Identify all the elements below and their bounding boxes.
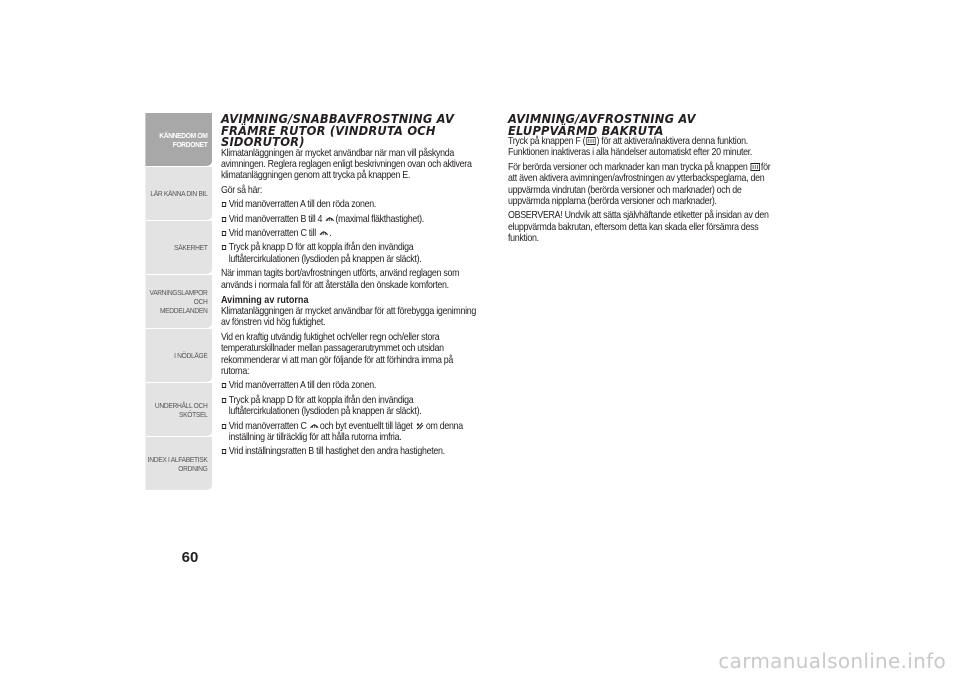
list-item: Vrid manöverratten A till den röda zonen. [221,380,482,391]
right-column [508,113,780,248]
fan-icon [325,215,334,223]
tab-index[interactable]: INDEX I ALFABETISK ORDNING [145,437,212,491]
right-body [508,136,779,245]
step-list [221,199,482,265]
windshield-defrost-icon [319,229,328,237]
left-body [221,148,482,458]
list-item: Vrid manöverratten B till 4 (maximal fläkthastighet). [221,214,482,225]
list-item: Vrid manöverratten C och byt eventuellt till läget om denna inställning är tillräcklig för att hålla rutorna imfria. [221,421,482,444]
list-item: Vrid inställningsratten B till hastighet den andra hastigheten. [221,446,482,457]
section-heading-rear-defrost: AVIMNING/AVFROSTNING AV ELUPPVÄRMD BAKRUTA [508,111,696,138]
tab-sakerhet[interactable]: SÄKERHET [145,221,212,275]
tab-kannedom-om-fordonet[interactable]: KÄNNEDOM OM FORDONET [145,113,212,167]
paragraph: För berörda versioner och marknader kan man trycka på knappen för att även aktivera avimningen/avfrostningen av ytterbackspeglarna, den uppvärmda vindrutan (berörda versioner och marknader) och de uppvärmda nipplarna (berörda versioner och marknader). [508,161,771,208]
tab-underhall-och-skotsel[interactable]: UNDERHÅLL OCH SKÖTSEL [145,383,212,437]
paragraph: När imman tagits bort/avfrostningen utförts, använd reglagen som används i normala fall för att återställa den önskade komforten. [221,268,460,291]
windshield-defrost-icon [310,422,319,430]
paragraph: Tryck på knappen F ( ) för att aktivera/inaktivera denna funktion. Funktionen inaktiveras i alla händelser automatiskt efter 20 minuter. [508,136,753,159]
page-number: 60 [181,549,199,566]
list-item: Tryck på knapp D för att koppla ifrån den invändiga luftåtercirkulationen (lysdioden på knappen är släckt). [221,242,482,265]
paragraph: OBSERVERA! Undvik att sätta självhäftande etiketter på insidan av den eluppvärmda bakrutan, eftersom detta kan skada eller försämra dess funktion. [508,210,769,245]
tab-i-nodlage[interactable]: I NÖDLÄGE [145,329,212,383]
paragraph: Klimatanläggningen är mycket användbar för att förebygga igenimning av fönstren vid hög fuktighet. [221,305,477,329]
list-item: Vrid manöverratten C till . [221,228,482,239]
paragraph: Klimatanläggningen är mycket användbar när man vill påskynda avimningen. Reglera reglagen enligt beskrivningen ovan och aktivera klimatanläggningen genom att trycka på knappen E. [221,147,472,182]
rear-window-defrost-icon [751,163,760,171]
tab-varningslampor[interactable]: VARNINGSLAMPOR OCH MEDDELANDEN [145,275,212,329]
paragraph: Vid en kraftig utvändig fuktighet och/eller regn och/eller stora temperaturskillnader mellan passagerarutrymmet och utsidan rekommenderar vi att man gör följande för att förhindra imma på rutorna: [221,331,454,377]
tab-lar-kanna-din-bil[interactable]: LÄR KÄNNA DIN BIL [145,167,212,221]
left-column [221,113,483,461]
section-heading-front-defrost: AVIMNING/SNABBAVFROSTNING AV FRÄMRE RUTOR (VINDRUTA OCH SIDORUTOR) [221,111,455,149]
subheading: Avimning av rutorna [221,293,309,306]
list-item: Vrid manöverratten A till den röda zonen. [221,199,482,210]
rear-window-defrost-icon [586,137,595,145]
feet-air-icon [416,422,425,430]
watermark: carmanualsonline.info [718,649,946,673]
step-list [221,380,482,457]
paragraph: Gör så här: [221,184,262,196]
list-item: Tryck på knapp D för att koppla ifrån den invändiga luftåtercirkulationen (lysdioden på knappen är släckt). [221,395,482,418]
